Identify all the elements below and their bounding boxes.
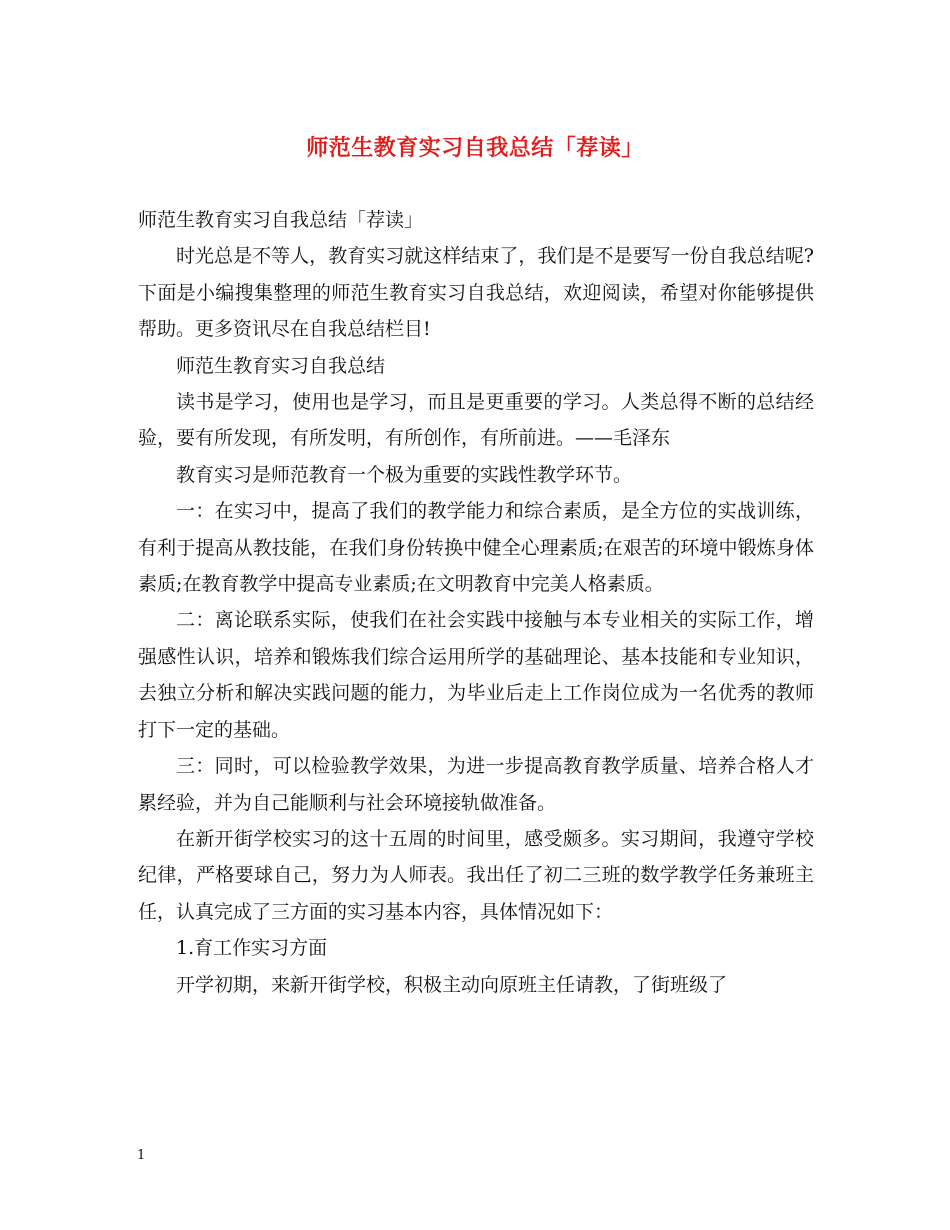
intro-paragraph: 时光总是不等人，教育实习就这样结束了，我们是不是要写一份自我总结呢?下面是小编搜集整理的师范生教育实习自我总结，欢迎阅读，希望对你能够提供帮助。更多资讯尽在自我总结栏目! bbox=[138, 245, 814, 341]
document-title: 师范生教育实习自我总结「荐读」 bbox=[306, 135, 644, 161]
document-body bbox=[138, 202, 814, 1003]
subsection-heading: 1.育工作实习方面 bbox=[176, 937, 328, 960]
body-paragraph: 在新开街学校实习的这十五周的时间里，感受颇多。实习期间，我遵守学校纪律，严格要球自己，努力为人师表。我出任了初二三班的数学教学任务兼班主任，认真完成了三方面的实习基本内容，具体情况如下： bbox=[138, 827, 814, 923]
point-two-paragraph: 二：离论联系实际，使我们在社会实践中接触与本专业相关的实际工作，增强感性认识，培养和锻炼我们综合运用所学的基础理论、基本技能和专业知识，去独立分析和解决实践问题的能力，为毕业后走上工作岗位成为一名优秀的教师打下一定的基础。 bbox=[138, 609, 814, 741]
subtitle-paragraph: 师范生教育实习自我总结「荐读」 bbox=[138, 209, 424, 231]
point-three-paragraph: 三：同时，可以检验教学效果，为进一步提高教育教学质量、培养合格人才累经验，并为自己能顺利与社会环境接轨做准备。 bbox=[138, 755, 814, 814]
section-heading: 师范生教育实习自我总结 bbox=[176, 354, 386, 377]
point-one-paragraph: 一：在实习中，提高了我们的教学能力和综合素质，是全方位的实战训练，有利于提高从教技能，在我们身份转换中健全心理素质;在艰苦的环境中锻炼身体素质;在教育教学中提高专业素质;在文明教育中完美人格素质。 bbox=[138, 500, 814, 596]
body-paragraph: 教育实习是师范教育一个极为重要的实践性教学环节。 bbox=[176, 463, 633, 486]
page-number: 1 bbox=[137, 1148, 146, 1163]
body-paragraph: 开学初期，来新开街学校，积极主动向原班主任请教，了街班级了 bbox=[176, 973, 728, 996]
quote-paragraph: 读书是学习，使用也是学习，而且是更重要的学习。人类总得不断的总结经验，要有所发现，有所发明，有所创作，有所前进。——毛泽东 bbox=[138, 391, 814, 450]
